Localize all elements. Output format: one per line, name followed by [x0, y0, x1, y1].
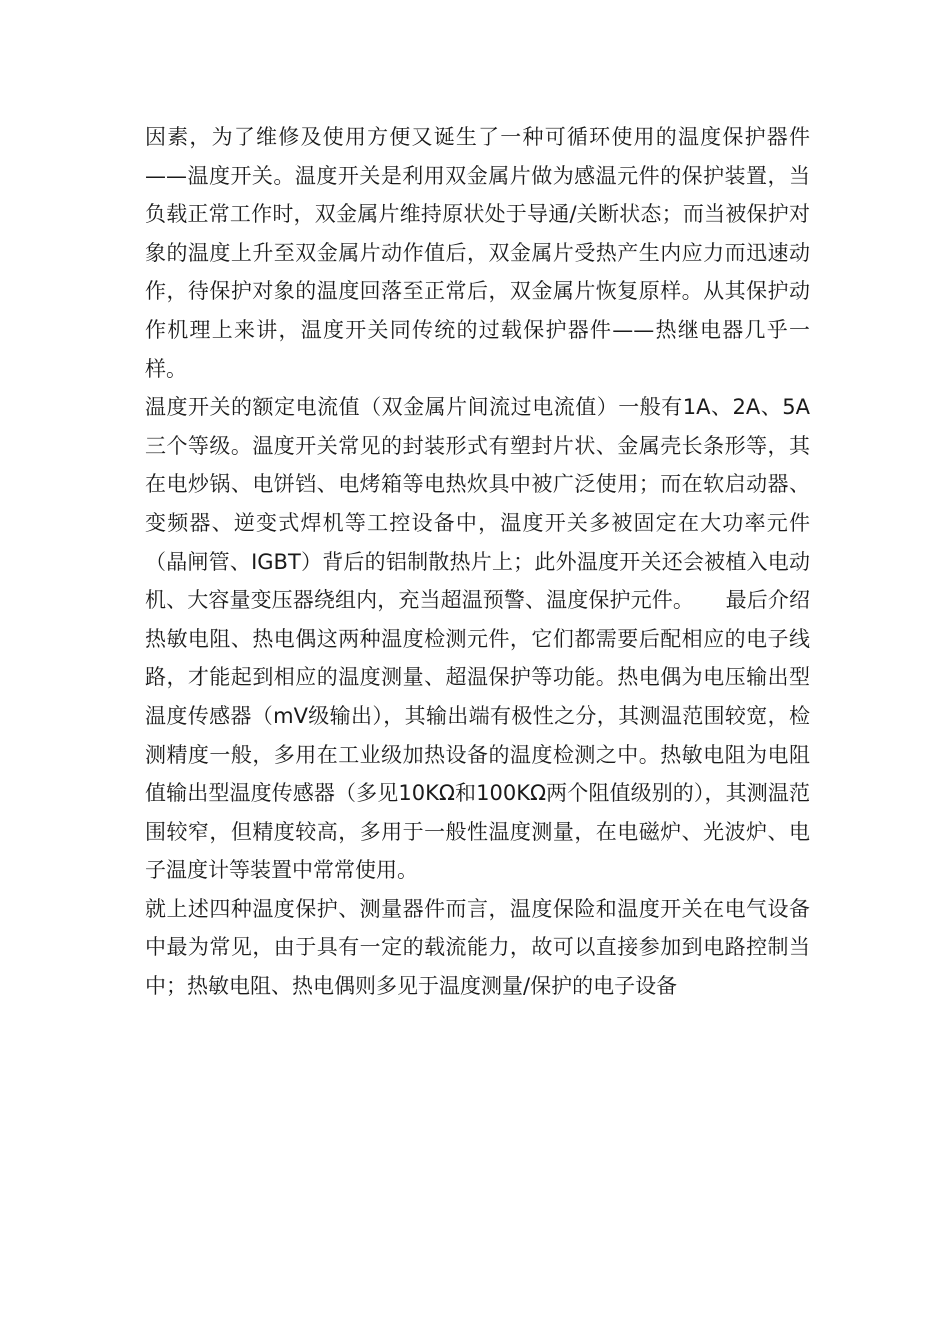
document-body [145, 118, 810, 1006]
paragraph-rated-current-and-sensors: 温度开关的额定电流值（双金属片间流过电流值）一般有1A、2A、5A三个等级。温度开关常见的封装形式有塑封片状、金属壳长条形等，其在电炒锅、电饼铛、电烤箱等电热炊具中被广泛使用；而在软启动器、变频器、逆变式焊机等工控设备中，温度开关多被固定在大功率元件（晶闸管、IGBT）背后的铝制散热片上；此外温度开关还会被植入电动机、大容量变压器绕组内，充当超温预警、温度保护元件。 最后介绍热敏电阻、热电偶这两种温度检测元件，它们都需要后配相应的电子线路，才能起到相应的温度测量、超温保护等功能。热电偶为电压输出型温度传感器（mV级输出），其输出端有极性之分，其测温范围较宽，检测精度一般，多用在工业级加热设备的温度检测之中。热敏电阻为电阻值输出型温度传感器（多见10KΩ和100KΩ两个阻值级别的），其测温范围较窄，但精度较高，多用于一般性温度测量，在电磁炉、光波炉、电子温度计等装置中常常使用。 [145, 395, 810, 883]
paragraph-summary: 就上述四种温度保护、测量器件而言，温度保险和温度开关在电气设备中最为常见，由于具有一定的载流能力，故可以直接参加到电路控制当中；热敏电阻、热电偶则多见于温度测量/保护的电子设备 [145, 896, 810, 999]
paragraph-temperature-switch-intro: 因素，为了维修及使用方便又诞生了一种可循环使用的温度保护器件——温度开关。温度开关是利用双金属片做为感温元件的保护装置，当负载正常工作时，双金属片维持原状处于导通/关断状态；而当被保护对象的温度上升至双金属片动作值后，双金属片受热产生内应力而迅速动作，待保护对象的温度回落至正常后，双金属片恢复原样。从其保护动作机理上来讲，温度开关同传统的过载保护器件——热继电器几乎一样。 [145, 125, 810, 381]
